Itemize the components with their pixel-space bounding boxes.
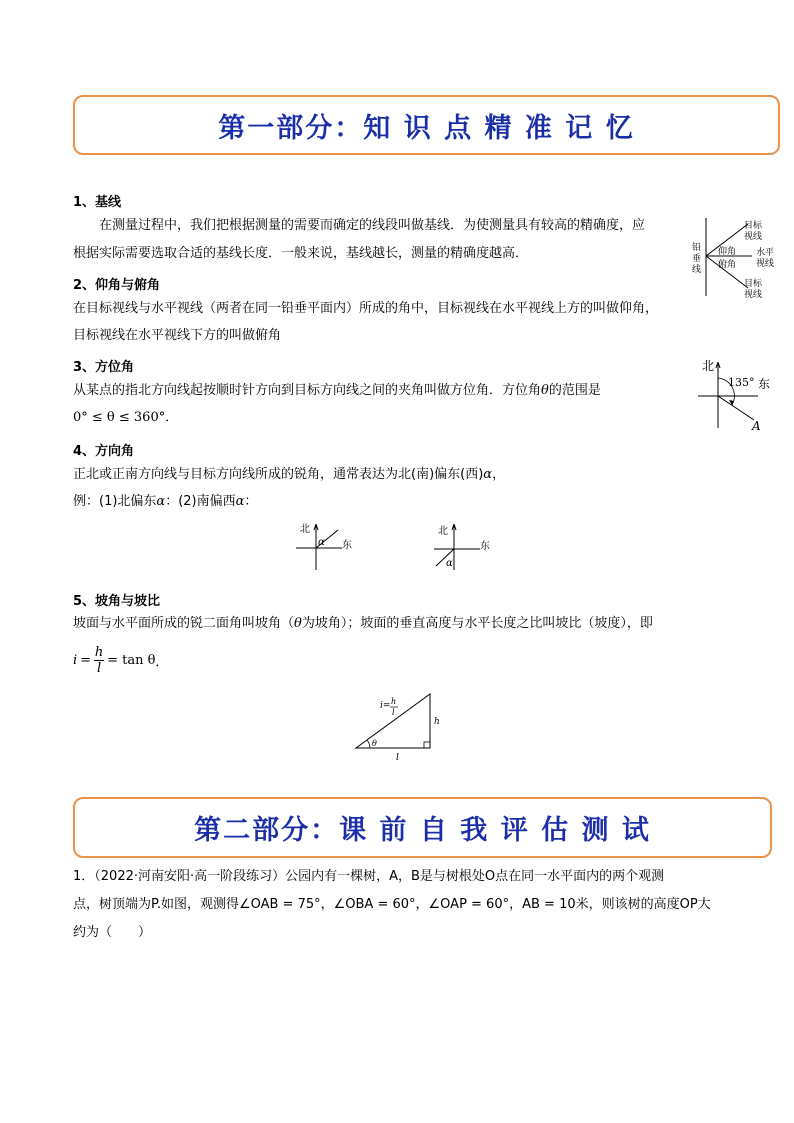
section3-line1 — [73, 384, 601, 397]
vertical-label-3: 线 — [692, 265, 702, 275]
section4-example — [73, 495, 257, 508]
slope-formula: i = h l = tan θ ． — [73, 644, 169, 676]
horizontal-label-1: 水平 — [756, 248, 775, 258]
horizontal-label-2: 视线 — [756, 259, 775, 269]
slope-ratio-l: l — [392, 708, 395, 717]
slope-ratio-h: h — [391, 697, 397, 706]
slope-theta-label: θ — [372, 739, 377, 748]
section3-range — [73, 411, 178, 424]
bearing-point-label: A — [752, 419, 761, 432]
vertical-label-1: 铅 — [692, 243, 702, 253]
theta-symbol: θ — [541, 383, 549, 398]
section3-line1-text: 从某点的指北方向线起按顺时针方向到目标方向线之间的夹角叫做方位角．方位角 — [73, 383, 542, 398]
section4-heading: 4、方向角 — [73, 444, 135, 459]
section1-heading: 1、基线 — [73, 195, 122, 210]
bearing-east-label: 东 — [758, 377, 771, 391]
example-prefix: 例：(1)北偏东 — [73, 494, 157, 509]
slope-figure — [350, 690, 440, 762]
target-top-2: 视线 — [744, 232, 763, 242]
dir1-alpha-label: α — [318, 537, 325, 548]
section1-line1: 在测量过程中，我们把根据测量的需要而确定的线段叫做基线．为使测量具有较高的精确度，应 — [99, 218, 646, 233]
direction-figure-1 — [292, 522, 360, 572]
section5-heading: 5、坡角与坡比 — [73, 594, 161, 609]
question1-line3: 约为（ ） — [73, 925, 152, 940]
formula-end: ． — [155, 654, 169, 670]
example-mid: ：(2)南偏西 — [165, 494, 236, 509]
example-alpha-2: α — [235, 494, 245, 509]
section3-heading: 3、方位角 — [73, 360, 135, 375]
section3-line1-end: 的范围是 — [548, 383, 601, 398]
section5-line1-a: 坡面与水平面所成的锐二面角叫坡角（ — [73, 616, 295, 631]
part1-banner — [73, 95, 780, 155]
part1-title: 第一部分：知 识 点 精 准 记 忆 — [218, 112, 635, 144]
section5-line1-b: 为坡角）；坡面的垂直高度与水平长度之比叫坡比（坡度），即 — [301, 616, 653, 631]
slope-ratio-label: i= — [380, 701, 391, 711]
target-bottom-1: 目标 — [744, 279, 763, 289]
section2-line2: 目标视线在水平视线下方的叫做俯角 — [73, 328, 282, 343]
dir1-east-label: 东 — [342, 540, 352, 551]
question1-line1: 1．（2022·河南安阳·高一阶段练习）公园内有一棵树，A，B是与树根处O点在同一水平面内的两个观测 — [73, 869, 665, 884]
elevation-angle-label: 仰角 — [718, 247, 737, 257]
example-end: ： — [244, 494, 258, 509]
slope-l-label: l — [396, 753, 399, 762]
bearing-figure — [696, 352, 782, 432]
depression-angle-label: 俯角 — [718, 260, 737, 270]
example-alpha-1: α — [156, 494, 166, 509]
section2-heading: 2、仰角与俯角 — [73, 278, 161, 293]
section4-line1 — [73, 468, 505, 481]
formula-h: h — [94, 644, 104, 660]
section4-line1-end: ， — [492, 467, 506, 482]
part2-title: 第二部分：课 前 自 我 评 估 测 试 — [194, 815, 651, 846]
section1-line2: 根据实际需要选取合适的基线长度．一般来说，基线越长，测量的精确度越高． — [73, 246, 529, 261]
target-top-1: 目标 — [744, 221, 763, 231]
dir2-alpha-label: α — [446, 558, 453, 569]
slope-h-label: h — [434, 717, 440, 727]
formula-l: l — [96, 660, 102, 676]
vertical-label-2: 垂 — [692, 254, 702, 264]
alpha-symbol: α — [483, 467, 493, 482]
dir1-north-label: 北 — [300, 524, 310, 535]
range-formula: 0° ≤ θ ≤ 360° — [73, 410, 166, 425]
dir2-east-label: 东 — [480, 541, 490, 552]
section2-line1: 在目标视线与水平视线（两者在同一铅垂平面内）所成的角中，目标视线在水平视线上方的叫做仰角， — [73, 301, 659, 316]
elevation-figure — [688, 216, 780, 308]
range-end: ． — [165, 410, 179, 425]
bearing-north-label: 北 — [702, 359, 715, 373]
section5-line1 — [73, 617, 653, 630]
section4-line1-text: 正北或正南方向线与目标方向线所成的锐角，通常表达为北(南)偏东(西) — [73, 467, 484, 482]
dir2-north-label: 北 — [438, 526, 448, 537]
part2-banner — [73, 797, 772, 858]
formula-fraction — [94, 645, 104, 676]
bearing-angle-label: 135° — [728, 376, 755, 389]
formula-i: i — [73, 652, 78, 668]
section5-theta: θ — [294, 616, 302, 631]
formula-tan: = tan θ — [107, 652, 156, 668]
target-bottom-2: 视线 — [744, 290, 763, 300]
question1-line2: 点，树顶端为P.如图，观测得∠OAB = 75°，∠OBA = 60°，∠OAP = 60°，AB = 10米，则该树的高度OP大 — [73, 897, 711, 912]
direction-figure-2 — [430, 522, 498, 572]
